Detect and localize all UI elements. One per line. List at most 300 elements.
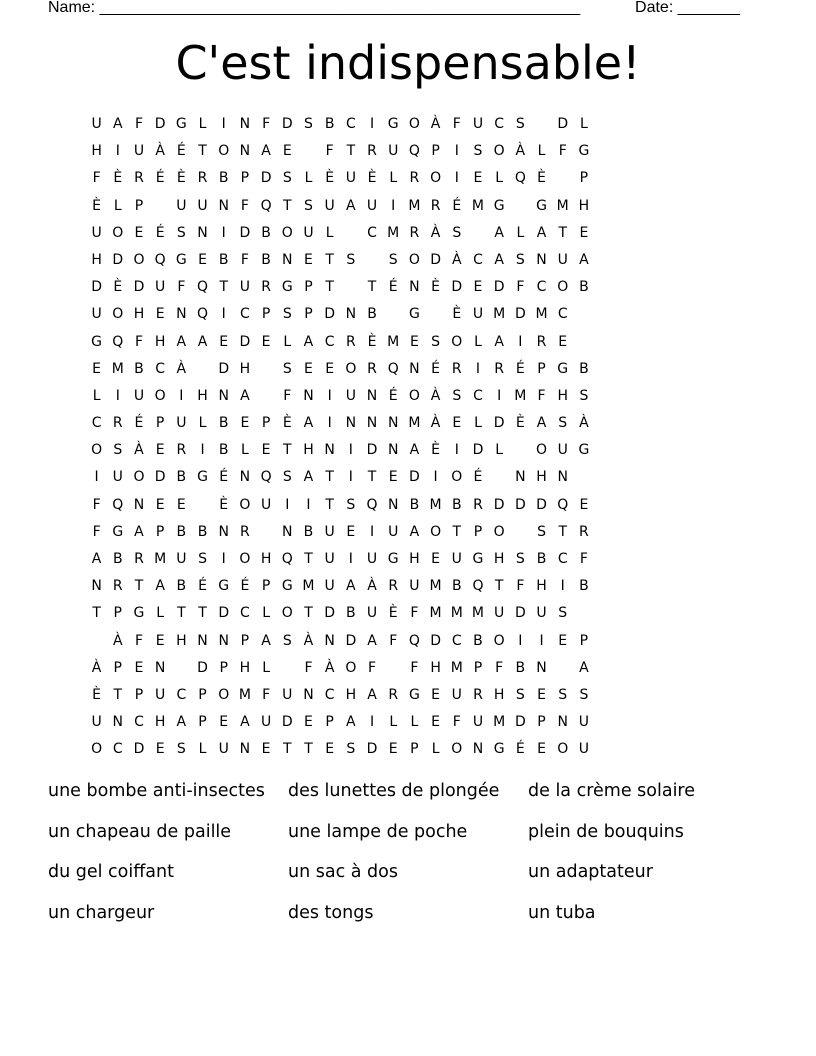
grid-letter[interactable]: À — [134, 442, 144, 459]
grid-letter[interactable]: N — [324, 632, 335, 649]
grid-letter[interactable]: N — [409, 360, 420, 377]
grid-letter[interactable]: N — [239, 741, 251, 758]
grid-letter[interactable]: L — [474, 333, 482, 350]
grid-letter[interactable]: I — [115, 387, 120, 404]
grid-letter[interactable]: I — [560, 578, 565, 595]
grid-letter[interactable]: O — [493, 632, 505, 649]
grid-letter[interactable]: A — [176, 714, 187, 731]
grid-letter[interactable]: F — [92, 523, 101, 540]
grid-letter[interactable]: H — [239, 360, 251, 377]
grid-letter[interactable]: U — [366, 551, 378, 567]
grid-letter[interactable]: H — [578, 197, 590, 214]
grid-letter[interactable]: L — [474, 415, 482, 432]
grid-letter[interactable]: À — [176, 360, 187, 377]
grid-letter[interactable]: L — [241, 442, 249, 459]
grid-letter[interactable]: À — [112, 632, 123, 649]
grid-letter[interactable] — [531, 111, 552, 138]
grid-letter[interactable]: R — [473, 686, 483, 703]
grid-letter[interactable] — [383, 655, 404, 682]
grid-letter[interactable] — [552, 655, 573, 682]
grid-letter[interactable] — [510, 193, 531, 220]
grid-letter[interactable]: T — [134, 578, 144, 595]
grid-letter[interactable]: S — [579, 686, 589, 703]
grid-letter[interactable]: O — [239, 551, 251, 567]
grid-letter[interactable]: O — [493, 143, 505, 160]
grid-letter[interactable]: O — [281, 224, 293, 241]
grid-letter[interactable]: Q — [366, 496, 378, 513]
grid-letter[interactable]: R — [388, 578, 399, 595]
grid-letter[interactable]: P — [198, 714, 207, 731]
grid-letter[interactable]: M — [429, 605, 442, 622]
grid-letter[interactable]: E — [261, 333, 271, 350]
grid-letter[interactable]: F — [134, 116, 143, 132]
grid-letter[interactable]: Q — [260, 469, 272, 486]
grid-letter[interactable]: M — [429, 578, 442, 595]
grid-letter[interactable]: M — [154, 551, 167, 567]
grid-letter[interactable]: P — [113, 659, 122, 676]
grid-letter[interactable]: F — [558, 143, 567, 160]
grid-letter[interactable]: T — [325, 469, 334, 486]
grid-letter[interactable]: D — [260, 170, 272, 187]
grid-letter[interactable]: N — [112, 714, 124, 731]
grid-letter[interactable]: F — [134, 333, 143, 350]
grid-letter[interactable]: È — [92, 197, 102, 214]
grid-letter[interactable] — [150, 193, 171, 220]
grid-letter[interactable]: H — [430, 659, 441, 676]
grid-letter[interactable] — [192, 356, 213, 383]
grid-letter[interactable]: N — [239, 143, 251, 160]
grid-letter[interactable]: E — [134, 224, 144, 241]
grid-letter[interactable]: U — [472, 714, 484, 731]
grid-letter[interactable]: B — [112, 551, 123, 567]
grid-letter[interactable]: À — [430, 224, 441, 241]
grid-letter[interactable]: A — [176, 333, 187, 350]
grid-letter[interactable]: G — [197, 469, 208, 486]
grid-letter[interactable]: È — [325, 170, 335, 187]
grid-letter[interactable]: R — [473, 496, 483, 513]
grid-letter[interactable]: L — [495, 442, 504, 459]
grid-letter[interactable]: N — [536, 251, 547, 268]
grid-letter[interactable]: E — [473, 279, 483, 296]
grid-letter[interactable]: G — [175, 251, 187, 268]
grid-letter[interactable]: T — [304, 741, 313, 758]
grid-letter[interactable]: B — [218, 251, 229, 268]
grid-letter[interactable]: È — [388, 605, 398, 622]
grid-letter[interactable]: H — [154, 333, 166, 350]
grid-letter[interactable]: N — [197, 224, 208, 241]
grid-letter[interactable]: D — [514, 306, 526, 323]
grid-letter[interactable]: I — [285, 496, 290, 513]
grid-letter[interactable]: T — [325, 496, 334, 513]
grid-letter[interactable]: N — [303, 686, 314, 703]
grid-letter[interactable]: U — [91, 224, 102, 241]
grid-letter[interactable]: D — [133, 741, 145, 758]
grid-letter[interactable]: I — [115, 143, 120, 160]
grid-letter[interactable]: I — [200, 442, 205, 459]
grid-letter[interactable]: U — [324, 197, 335, 214]
grid-letter[interactable]: G — [536, 197, 547, 214]
grid-letter[interactable]: N — [282, 523, 293, 540]
grid-letter[interactable]: É — [219, 469, 229, 486]
grid-letter[interactable]: E — [431, 714, 441, 731]
grid-letter[interactable]: S — [176, 224, 186, 241]
grid-letter[interactable]: T — [346, 143, 356, 160]
grid-letter[interactable]: E — [452, 415, 462, 432]
grid-letter[interactable]: P — [304, 279, 313, 296]
grid-letter[interactable]: A — [303, 469, 314, 486]
grid-letter[interactable]: D — [366, 741, 378, 758]
grid-letter[interactable]: S — [282, 360, 292, 377]
grid-letter[interactable]: R — [409, 224, 420, 241]
grid-letter[interactable]: À — [303, 632, 314, 649]
grid-letter[interactable]: D — [281, 116, 293, 132]
grid-letter[interactable]: R — [409, 170, 420, 187]
grid-letter[interactable]: D — [154, 469, 166, 486]
grid-letter[interactable]: R — [579, 523, 589, 540]
grid-letter[interactable]: S — [558, 605, 568, 622]
grid-letter[interactable]: T — [198, 605, 207, 622]
grid-letter[interactable]: A — [261, 143, 271, 160]
grid-letter[interactable]: Q — [472, 578, 484, 595]
grid-letter[interactable]: U — [451, 551, 462, 567]
grid-letter[interactable]: Q — [154, 251, 166, 268]
grid-letter[interactable]: R — [494, 360, 505, 377]
grid-letter[interactable]: F — [240, 197, 249, 214]
grid-letter[interactable]: N — [387, 415, 399, 432]
grid-letter[interactable]: F — [452, 116, 461, 132]
grid-letter[interactable]: E — [155, 306, 165, 323]
grid-letter[interactable]: U — [557, 442, 568, 459]
grid-letter[interactable]: U — [324, 578, 335, 595]
grid-letter[interactable]: S — [452, 387, 462, 404]
grid-letter[interactable]: U — [366, 605, 378, 622]
grid-letter[interactable]: S — [452, 224, 462, 241]
grid-letter[interactable] — [256, 519, 277, 546]
grid-letter[interactable]: I — [221, 116, 226, 132]
grid-letter[interactable]: R — [388, 686, 399, 703]
grid-letter[interactable]: E — [304, 360, 313, 377]
grid-letter[interactable]: C — [345, 116, 356, 132]
grid-letter[interactable]: G — [218, 578, 230, 595]
grid-letter[interactable]: G — [578, 143, 590, 160]
grid-letter[interactable]: B — [218, 170, 229, 187]
grid-letter[interactable]: G — [493, 741, 505, 758]
grid-letter[interactable]: U — [176, 415, 187, 432]
grid-letter[interactable]: E — [473, 170, 483, 187]
grid-letter[interactable]: E — [155, 632, 165, 649]
grid-letter[interactable]: A — [346, 714, 356, 731]
grid-letter[interactable]: S — [304, 116, 313, 132]
grid-letter[interactable]: L — [389, 714, 398, 731]
grid-letter[interactable]: U — [155, 279, 166, 296]
grid-letter[interactable]: M — [535, 306, 548, 323]
grid-letter[interactable]: O — [451, 469, 463, 486]
grid-letter[interactable]: U — [91, 306, 102, 323]
grid-letter[interactable]: Q — [408, 632, 420, 649]
grid-letter[interactable]: I — [221, 551, 226, 567]
grid-letter[interactable]: U — [536, 605, 547, 622]
grid-letter[interactable] — [86, 628, 107, 655]
grid-letter[interactable]: M — [408, 197, 421, 214]
grid-letter[interactable]: M — [514, 387, 527, 404]
grid-letter[interactable]: E — [537, 686, 546, 703]
grid-letter[interactable]: I — [327, 415, 332, 432]
grid-letter[interactable]: I — [369, 116, 375, 132]
grid-letter[interactable]: S — [282, 632, 292, 649]
grid-letter[interactable]: B — [261, 251, 271, 268]
grid-letter[interactable]: N — [239, 469, 251, 486]
grid-letter[interactable]: B — [409, 496, 420, 513]
grid-letter[interactable]: È — [113, 170, 123, 187]
grid-letter[interactable]: È — [282, 415, 292, 432]
grid-letter[interactable] — [510, 437, 531, 464]
grid-letter[interactable]: D — [197, 659, 208, 676]
grid-letter[interactable]: L — [262, 605, 270, 622]
grid-letter[interactable]: T — [177, 605, 186, 622]
grid-letter[interactable]: R — [430, 197, 441, 214]
grid-letter[interactable]: B — [451, 578, 462, 595]
grid-letter[interactable]: Q — [408, 143, 420, 160]
grid-letter[interactable]: L — [580, 116, 588, 132]
grid-letter[interactable] — [256, 383, 277, 410]
grid-letter[interactable]: F — [495, 659, 504, 676]
grid-letter[interactable]: P — [134, 197, 144, 214]
grid-letter[interactable]: O — [345, 659, 357, 676]
grid-letter[interactable]: E — [219, 333, 229, 350]
grid-letter[interactable]: B — [134, 360, 144, 377]
grid-letter[interactable]: N — [324, 442, 335, 459]
grid-letter[interactable]: O — [536, 442, 548, 459]
grid-letter[interactable]: U — [303, 224, 314, 241]
grid-letter[interactable]: M — [429, 496, 442, 513]
grid-letter[interactable]: P — [261, 578, 271, 595]
grid-letter[interactable]: S — [558, 415, 568, 432]
grid-letter[interactable]: T — [283, 442, 292, 459]
grid-letter[interactable]: N — [387, 496, 399, 513]
grid-letter[interactable]: E — [388, 741, 398, 758]
grid-letter[interactable]: R — [112, 415, 123, 432]
grid-letter[interactable]: E — [176, 496, 186, 513]
grid-letter[interactable]: L — [156, 605, 165, 622]
grid-letter[interactable]: N — [303, 387, 314, 404]
grid-letter[interactable]: U — [324, 551, 335, 567]
grid-letter[interactable]: D — [239, 333, 251, 350]
grid-letter[interactable]: F — [240, 251, 249, 268]
grid-letter[interactable]: D — [430, 632, 441, 649]
grid-letter[interactable]: P — [113, 605, 122, 622]
grid-letter[interactable]: R — [536, 333, 547, 350]
grid-letter[interactable]: E — [579, 496, 589, 513]
grid-letter[interactable]: E — [431, 551, 441, 567]
grid-letter[interactable]: A — [367, 632, 377, 649]
grid-letter[interactable]: É — [515, 741, 525, 758]
grid-letter[interactable]: I — [433, 469, 438, 486]
grid-letter[interactable]: T — [283, 197, 292, 214]
grid-letter[interactable]: D — [112, 251, 124, 268]
grid-letter[interactable]: C — [557, 551, 568, 567]
grid-letter[interactable]: S — [282, 170, 292, 187]
grid-letter[interactable]: E — [388, 469, 398, 486]
grid-letter[interactable]: È — [219, 496, 229, 513]
grid-letter[interactable]: U — [260, 496, 272, 513]
grid-letter[interactable]: A — [409, 442, 420, 459]
grid-letter[interactable]: U — [409, 578, 420, 595]
grid-letter[interactable]: M — [493, 714, 506, 731]
grid-letter[interactable]: H — [493, 686, 505, 703]
grid-letter[interactable]: À — [324, 659, 335, 676]
grid-letter[interactable]: A — [261, 632, 271, 649]
grid-letter[interactable]: É — [134, 415, 144, 432]
grid-letter[interactable]: D — [281, 714, 293, 731]
grid-letter[interactable]: O — [91, 442, 103, 459]
grid-letter[interactable]: U — [282, 686, 293, 703]
grid-letter[interactable]: S — [282, 306, 292, 323]
grid-letter[interactable]: P — [579, 170, 589, 187]
grid-letter[interactable]: N — [366, 415, 378, 432]
grid-letter[interactable]: N — [218, 387, 229, 404]
grid-letter[interactable]: H — [91, 143, 102, 160]
grid-letter[interactable]: G — [387, 116, 399, 132]
grid-letter[interactable]: F — [325, 143, 334, 160]
grid-letter[interactable]: D — [514, 714, 526, 731]
grid-letter[interactable]: I — [221, 306, 226, 323]
grid-letter[interactable]: F — [262, 686, 271, 703]
grid-letter[interactable]: I — [348, 551, 353, 567]
grid-letter[interactable]: F — [304, 659, 313, 676]
grid-letter[interactable]: D — [451, 279, 463, 296]
grid-letter[interactable]: C — [134, 714, 144, 731]
grid-letter[interactable]: P — [431, 143, 440, 160]
grid-letter[interactable]: R — [134, 551, 144, 567]
grid-letter[interactable]: S — [304, 197, 313, 214]
grid-letter[interactable]: F — [516, 279, 525, 296]
grid-letter[interactable]: U — [133, 143, 145, 160]
grid-letter[interactable]: N — [536, 659, 547, 676]
grid-letter[interactable]: T — [304, 551, 313, 567]
grid-letter[interactable]: E — [282, 143, 292, 160]
grid-letter[interactable]: È — [452, 306, 462, 323]
grid-letter[interactable]: A — [494, 251, 504, 268]
grid-letter[interactable]: O — [345, 360, 357, 377]
grid-letter[interactable]: U — [472, 306, 484, 323]
grid-letter[interactable]: Q — [112, 496, 124, 513]
grid-letter[interactable]: B — [515, 659, 526, 676]
grid-letter[interactable]: T — [113, 686, 123, 703]
grid-letter[interactable]: È — [431, 279, 441, 296]
grid-letter[interactable]: E — [346, 523, 356, 540]
grid-letter[interactable]: U — [388, 143, 399, 160]
grid-letter[interactable]: P — [134, 686, 144, 703]
grid-letter[interactable]: A — [197, 333, 208, 350]
grid-letter[interactable]: C — [324, 686, 335, 703]
grid-letter[interactable]: M — [238, 686, 251, 703]
grid-letter[interactable]: U — [388, 523, 399, 540]
grid-letter[interactable]: S — [515, 551, 525, 567]
grid-letter[interactable]: Q — [387, 360, 399, 377]
grid-letter[interactable]: F — [579, 551, 588, 567]
grid-letter[interactable]: È — [367, 170, 377, 187]
grid-letter[interactable]: C — [91, 415, 102, 432]
grid-letter[interactable]: B — [218, 415, 229, 432]
grid-letter[interactable]: P — [537, 360, 546, 377]
grid-letter[interactable] — [552, 165, 573, 192]
grid-letter[interactable]: I — [454, 442, 459, 459]
grid-letter[interactable]: A — [494, 224, 504, 241]
grid-letter[interactable]: D — [324, 306, 336, 323]
grid-letter[interactable]: C — [451, 632, 462, 649]
grid-letter[interactable]: U — [112, 469, 123, 486]
grid-letter[interactable]: À — [430, 387, 441, 404]
grid-letter[interactable]: S — [282, 469, 292, 486]
grid-letter[interactable]: L — [113, 197, 122, 214]
grid-letter[interactable]: É — [388, 387, 398, 404]
grid-letter[interactable]: M — [471, 197, 485, 214]
grid-letter[interactable]: E — [409, 333, 419, 350]
grid-letter[interactable]: B — [176, 578, 187, 595]
grid-letter[interactable]: L — [537, 143, 546, 160]
grid-letter[interactable]: H — [260, 551, 272, 567]
grid-letter[interactable]: A — [536, 415, 547, 432]
grid-letter[interactable]: G — [387, 551, 399, 567]
grid-letter[interactable]: E — [579, 224, 589, 241]
grid-letter[interactable]: P — [198, 686, 207, 703]
grid-letter[interactable]: O — [430, 170, 442, 187]
grid-letter[interactable]: M — [302, 578, 315, 595]
grid-letter[interactable]: Q — [281, 551, 293, 567]
grid-letter[interactable]: F — [262, 116, 271, 132]
grid-letter[interactable]: B — [579, 279, 589, 296]
grid-letter[interactable]: M — [111, 360, 124, 377]
grid-letter[interactable]: S — [176, 741, 186, 758]
grid-letter[interactable]: U — [472, 116, 484, 132]
grid-letter[interactable]: C — [176, 686, 187, 703]
grid-letter[interactable]: T — [325, 279, 334, 296]
grid-letter[interactable]: I — [369, 523, 375, 540]
grid-letter[interactable]: S — [388, 251, 398, 268]
grid-letter[interactable]: È — [113, 279, 123, 296]
grid-letter[interactable]: A — [409, 523, 420, 540]
grid-letter[interactable]: R — [261, 279, 271, 296]
grid-letter[interactable]: O — [218, 143, 230, 160]
grid-letter[interactable]: B — [176, 469, 187, 486]
grid-letter[interactable]: H — [493, 551, 505, 567]
grid-letter[interactable]: E — [304, 714, 313, 731]
grid-letter[interactable]: L — [198, 741, 207, 758]
grid-letter[interactable]: U — [345, 170, 356, 187]
grid-letter[interactable]: È — [515, 415, 525, 432]
grid-letter[interactable]: U — [218, 741, 229, 758]
grid-letter[interactable]: R — [367, 143, 377, 160]
grid-letter[interactable]: A — [536, 224, 547, 241]
grid-letter[interactable]: D — [472, 442, 484, 459]
grid-letter[interactable] — [192, 492, 213, 519]
grid-letter[interactable]: M — [387, 224, 400, 241]
grid-letter[interactable]: G — [112, 523, 124, 540]
grid-letter[interactable]: L — [325, 224, 334, 241]
grid-letter[interactable]: È — [367, 333, 377, 350]
grid-letter[interactable]: A — [240, 714, 250, 731]
grid-letter[interactable]: A — [346, 197, 356, 214]
grid-letter[interactable]: I — [518, 333, 523, 350]
grid-letter[interactable]: T — [283, 741, 292, 758]
grid-letter[interactable]: S — [558, 686, 568, 703]
grid-letter[interactable]: L — [92, 387, 101, 404]
grid-letter[interactable]: D — [409, 469, 420, 486]
grid-letter[interactable]: D — [493, 415, 505, 432]
grid-letter[interactable]: D — [239, 224, 251, 241]
grid-letter[interactable]: F — [452, 714, 461, 731]
grid-letter[interactable]: N — [366, 387, 378, 404]
